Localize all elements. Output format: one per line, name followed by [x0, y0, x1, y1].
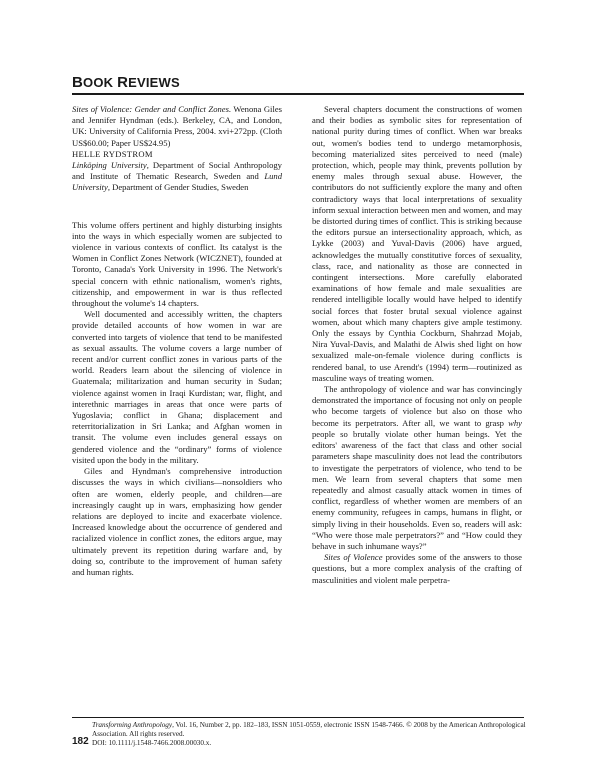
- body-paragraph-4: Several chapters document the constructions of women and their bodies as symbolic sites for representation of national purity during times of conflict. When war breaks out, women's bodies tend to undergo metamorphosis, becoming materialized sites perceived to need (male) protection, which, people may think, prevents pollution by enemy males through sexual abuse. However, the contributors do not sufficiently explore the many and often contradictory ways that local interpretations of sexuality inform sexual interaction between men and women, and may be distorted during times of conflict. This is striking because the editors pursue an intersectionality approach, which, as Lykke (2003) and Yuval-Davis (2006) have argued, acknowledges the mutually constitutive forces of sexuality, class, race, and nationality as those are connected in contingent intersections. More carefully elaborated examinations of how female and male sexualities are rendered intelligible locally would have helped to identify social forces that foster brutal sexual violence against women, about which many chapters give ample testimony. Only the essays by Cynthia Cockburn, Shahrzad Mojab, Nira Yuval-Davis, and Malathi de Alwis shed light on how sexualized male-on-female violence during conflicts is rendered banal, to use Arendt's (1994) term—routinized as masculine ways of treating women.: [312, 104, 522, 383]
- affiliation-institution-1: Linköping University: [72, 160, 147, 171]
- right-column: [312, 104, 522, 586]
- paragraph-6-emphasis: Sites of Violence: [324, 552, 383, 563]
- body-paragraph-1: This volume offers pertinent and highly disturbing insights into the ways in which especially women are subjected to violence in various contexts of conflict. Its catalyst is the Women in Conflict Zones Network (WICZNET), founded at Toronto, Canada's York University in 1996. The Network's special concern with ethnic nationalism, women's rights, citizenship, and empowerment in war is thus reflected throughout the volume's 14 chapters.: [72, 219, 282, 309]
- reviewer-affiliation: [72, 160, 282, 194]
- paragraph-5-emphasis: why: [508, 417, 522, 428]
- section-title-initial-2: R: [117, 74, 129, 91]
- paragraph-6-text: provides some of the answers to those questions, but a more complex analysis of the crafting of masculinities and violent male perpetra-: [312, 552, 522, 585]
- footer-journal-line: [92, 721, 532, 739]
- book-citation: [72, 104, 282, 149]
- book-title: Sites of Violence: Gender and Conflict Zones.: [72, 104, 232, 114]
- spacer: [72, 194, 282, 220]
- left-column: [72, 104, 282, 578]
- affiliation-detail-2: , Department of Gender Studies, Sweden: [107, 182, 249, 193]
- body-paragraph-2: Well documented and accessibly written, the chapters provide detailed accounts of how women in war are converted into targets of violence that tend to be manifested as sexual assaults. The volume covers a large number of recent and/or current conflict zones in various parts of the world. Readers learn about the silencing of violence in Guatemala; militarization and human security in Sudan; violence against women in Iraqi Kurdistan; war, flight, and interethnic marriages in areas that once were parts of Yugoslavia; conflict in Ghana; displacement and reterritorialization in Sri Lanka; and Afghan women in transit. The volume even includes general essays on gendered violence and the “ordinary” forms of violence visited upon the body in the military.: [72, 309, 282, 465]
- reviewer-name: HELLE RYDSTROM: [72, 148, 153, 159]
- page-footer: [72, 717, 532, 748]
- paragraph-5-text-b: people so brutally violate other human beings. Yet the editors' awareness of the fact that class and other social parameters shape masculinity does not lead the contributors to investigate the perpetrators of violence, who tend to be men. We learn from several chapters that some men repeatedly and almost casually attack women in times of conflict, regardless of whether women are members of an enemy community, refugees in camps, humans in flight, or simply living in their households. Even so, readers will ask: “Who were those male perpetrators?” and “How could they behave in such inhumane ways?”: [312, 428, 522, 551]
- section-title-part-2: EVIEWS: [128, 75, 180, 90]
- book-details: Wenona Giles and Jennifer Hyndman (eds.). Berkeley, CA, and London, UK: University of California Press, 2004. xvi+272pp. (Cloth US$60.00; Paper US$24.95): [72, 104, 282, 148]
- affiliation-detail-1: , Department of Social Anthropology and Institute of Thematic Research, Sweden and: [72, 160, 282, 182]
- section-title-initial-1: B: [72, 74, 84, 91]
- body-paragraph-3: Giles and Hyndman's comprehensive introduction discusses the ways in which civilians—nonsoldiers who often are women, elderly people, and children—are increasingly caught up in wars, emphasizing how gender relations are deployed to incite and exacerbate violence. Increased knowledge about the occurrence of gendered and racialized violence in conflict zones, the editors argue, may ultimately prevent its repetition during warfare and, by doing so, contribute to the improvement of human safety and human rights.: [72, 466, 282, 577]
- body-paragraph-5: [312, 384, 522, 552]
- header-rule: [72, 93, 524, 95]
- paragraph-5-text-a: The anthropology of violence and war has convincingly demonstrated the importance of focusing not only on people who become targets of violence but also on those who become its perpetrators. After all, we want to grasp: [312, 384, 522, 428]
- footer-rule: [72, 717, 524, 718]
- journal-name: Transforming Anthropology: [92, 720, 173, 729]
- page-number: 182: [72, 736, 89, 747]
- body-paragraph-6: [312, 552, 522, 586]
- section-title-part-1: OOK: [83, 75, 118, 90]
- footer-doi: DOI: 10.1111/j.1548-7466.2008.00030.x.: [92, 738, 212, 747]
- journal-details: , Vol. 16, Number 2, pp. 182–183, ISSN 1051-0559, electronic ISSN 1548-7466. © 2008 by the American Anthropological Association. All rights reserved.: [92, 720, 526, 738]
- affiliation-institution-2: Lund University: [72, 171, 282, 193]
- section-title: [72, 74, 180, 91]
